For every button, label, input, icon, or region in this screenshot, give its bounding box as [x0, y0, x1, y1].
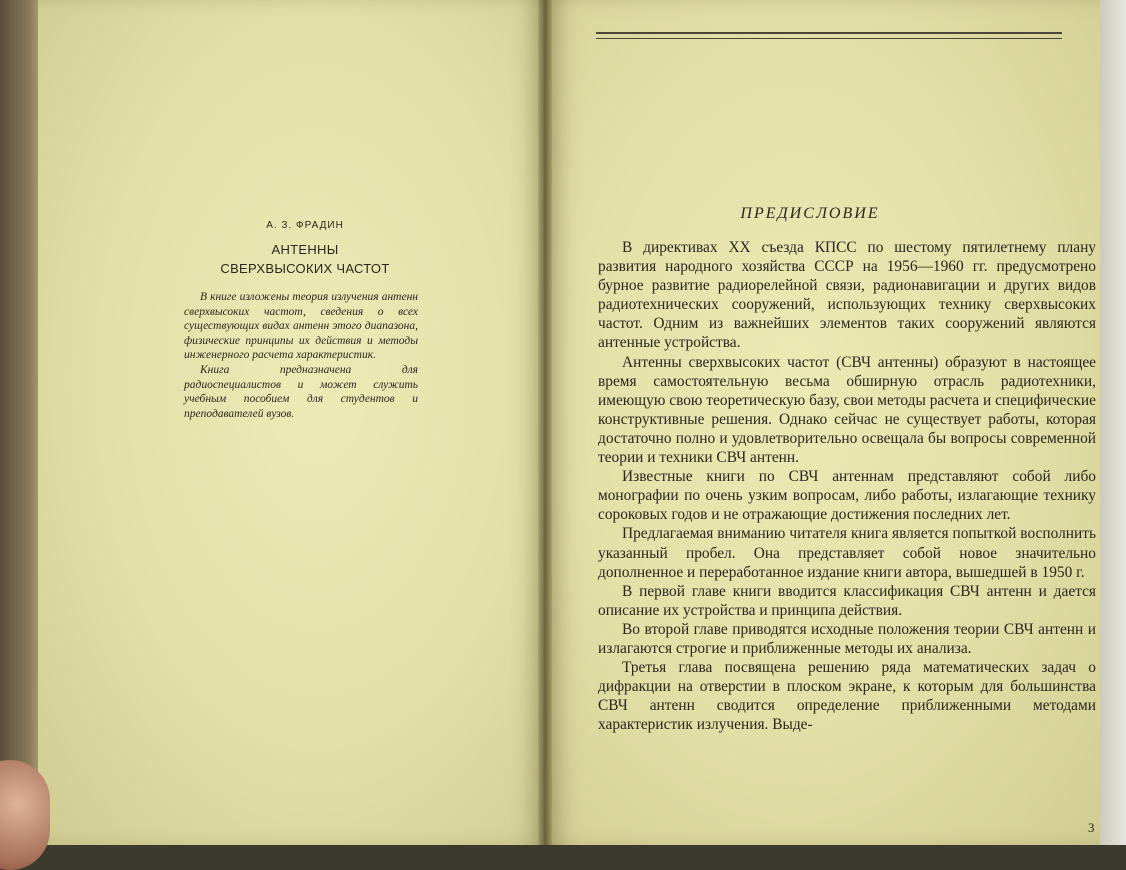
- page-gutter: [538, 0, 552, 845]
- preface-paragraph: Известные книги по СВЧ антеннам представляют собой либо монографии по очень узким вопросам, либо работы, излагающие технику сороковых годов и не отражающие достижения последних лет.: [598, 468, 1096, 524]
- preface-paragraph: В первой главе книги вводится классификация СВЧ антенн и дается описание их устройства и принципа действия.: [598, 582, 1096, 619]
- annotation: [184, 290, 418, 421]
- author-name: А. З. ФРАДИН: [266, 220, 344, 231]
- book-title: [160, 240, 450, 278]
- page-number: 3: [1088, 820, 1095, 835]
- book-edge-left: [0, 0, 42, 845]
- preface-paragraph: Третья глава посвящена решению ряда математических задач о дифракции на отверстии в плоском экране, к которым для большинства СВЧ антенн сводится определение приближенными методами характеристик излучения. Выде-: [598, 659, 1096, 734]
- book-title-line-2: СВЕРХВЫСОКИХ ЧАСТОТ: [220, 261, 390, 276]
- preface-paragraph: В директивах XX съезда КПСС по шестому пятилетнему плану развития народного хозяйства СССР на 1956—1960 гг. предусмотрено бурное развитие радиорелейной связи, радионавигации и других видов радиотехнических сооружений, использующих технику сверхвысоких частот. Одним из важнейших элементов таких сооружений являются антенные устройства.: [598, 239, 1096, 352]
- left-page: [38, 0, 544, 845]
- annotation-paragraph: Книга предназначена для радиоспециалистов и может служить учебным пособием для студентов и преподавателей вузов.: [184, 363, 418, 420]
- header-double-rule: [596, 32, 1062, 46]
- book-title-line-1: АНТЕННЫ: [271, 242, 339, 257]
- thumb: [0, 760, 50, 870]
- annotation-paragraph: В книге изложены теория излучения антенн сверхвысоких частот, сведения о всех существующих видах антенн этого диапазона, физические принципы их действия и методы инженерного расчета характеристик.: [184, 291, 418, 362]
- background-right: [1096, 0, 1126, 845]
- section-heading: ПРЕДИСЛОВИЕ: [740, 205, 880, 222]
- preface-paragraph: Предлагаемая вниманию читателя книга является попыткой восполнить указанный пробел. Она представляет собой новое значительно дополненное и переработанное издание книги автора, вышедшей в 1950 г.: [598, 525, 1096, 581]
- preface-paragraph: Во второй главе приводятся исходные положения теории СВЧ антенн и излагаются строгие и приближенные методы их анализа.: [598, 620, 1096, 657]
- preface-body: [598, 238, 1096, 734]
- preface-paragraph: Антенны сверхвысоких частот (СВЧ антенны) образуют в настоящее время самостоятельную весьма обширную отрасль радиотехники, имеющую свою теоретическую базу, свои методы расчета и специфические конструктивные решения. Однако сейчас не существует работы, которая достаточно полно и удовлетворительно освещала бы вопросы современной теории и техники СВЧ антенн.: [598, 353, 1096, 467]
